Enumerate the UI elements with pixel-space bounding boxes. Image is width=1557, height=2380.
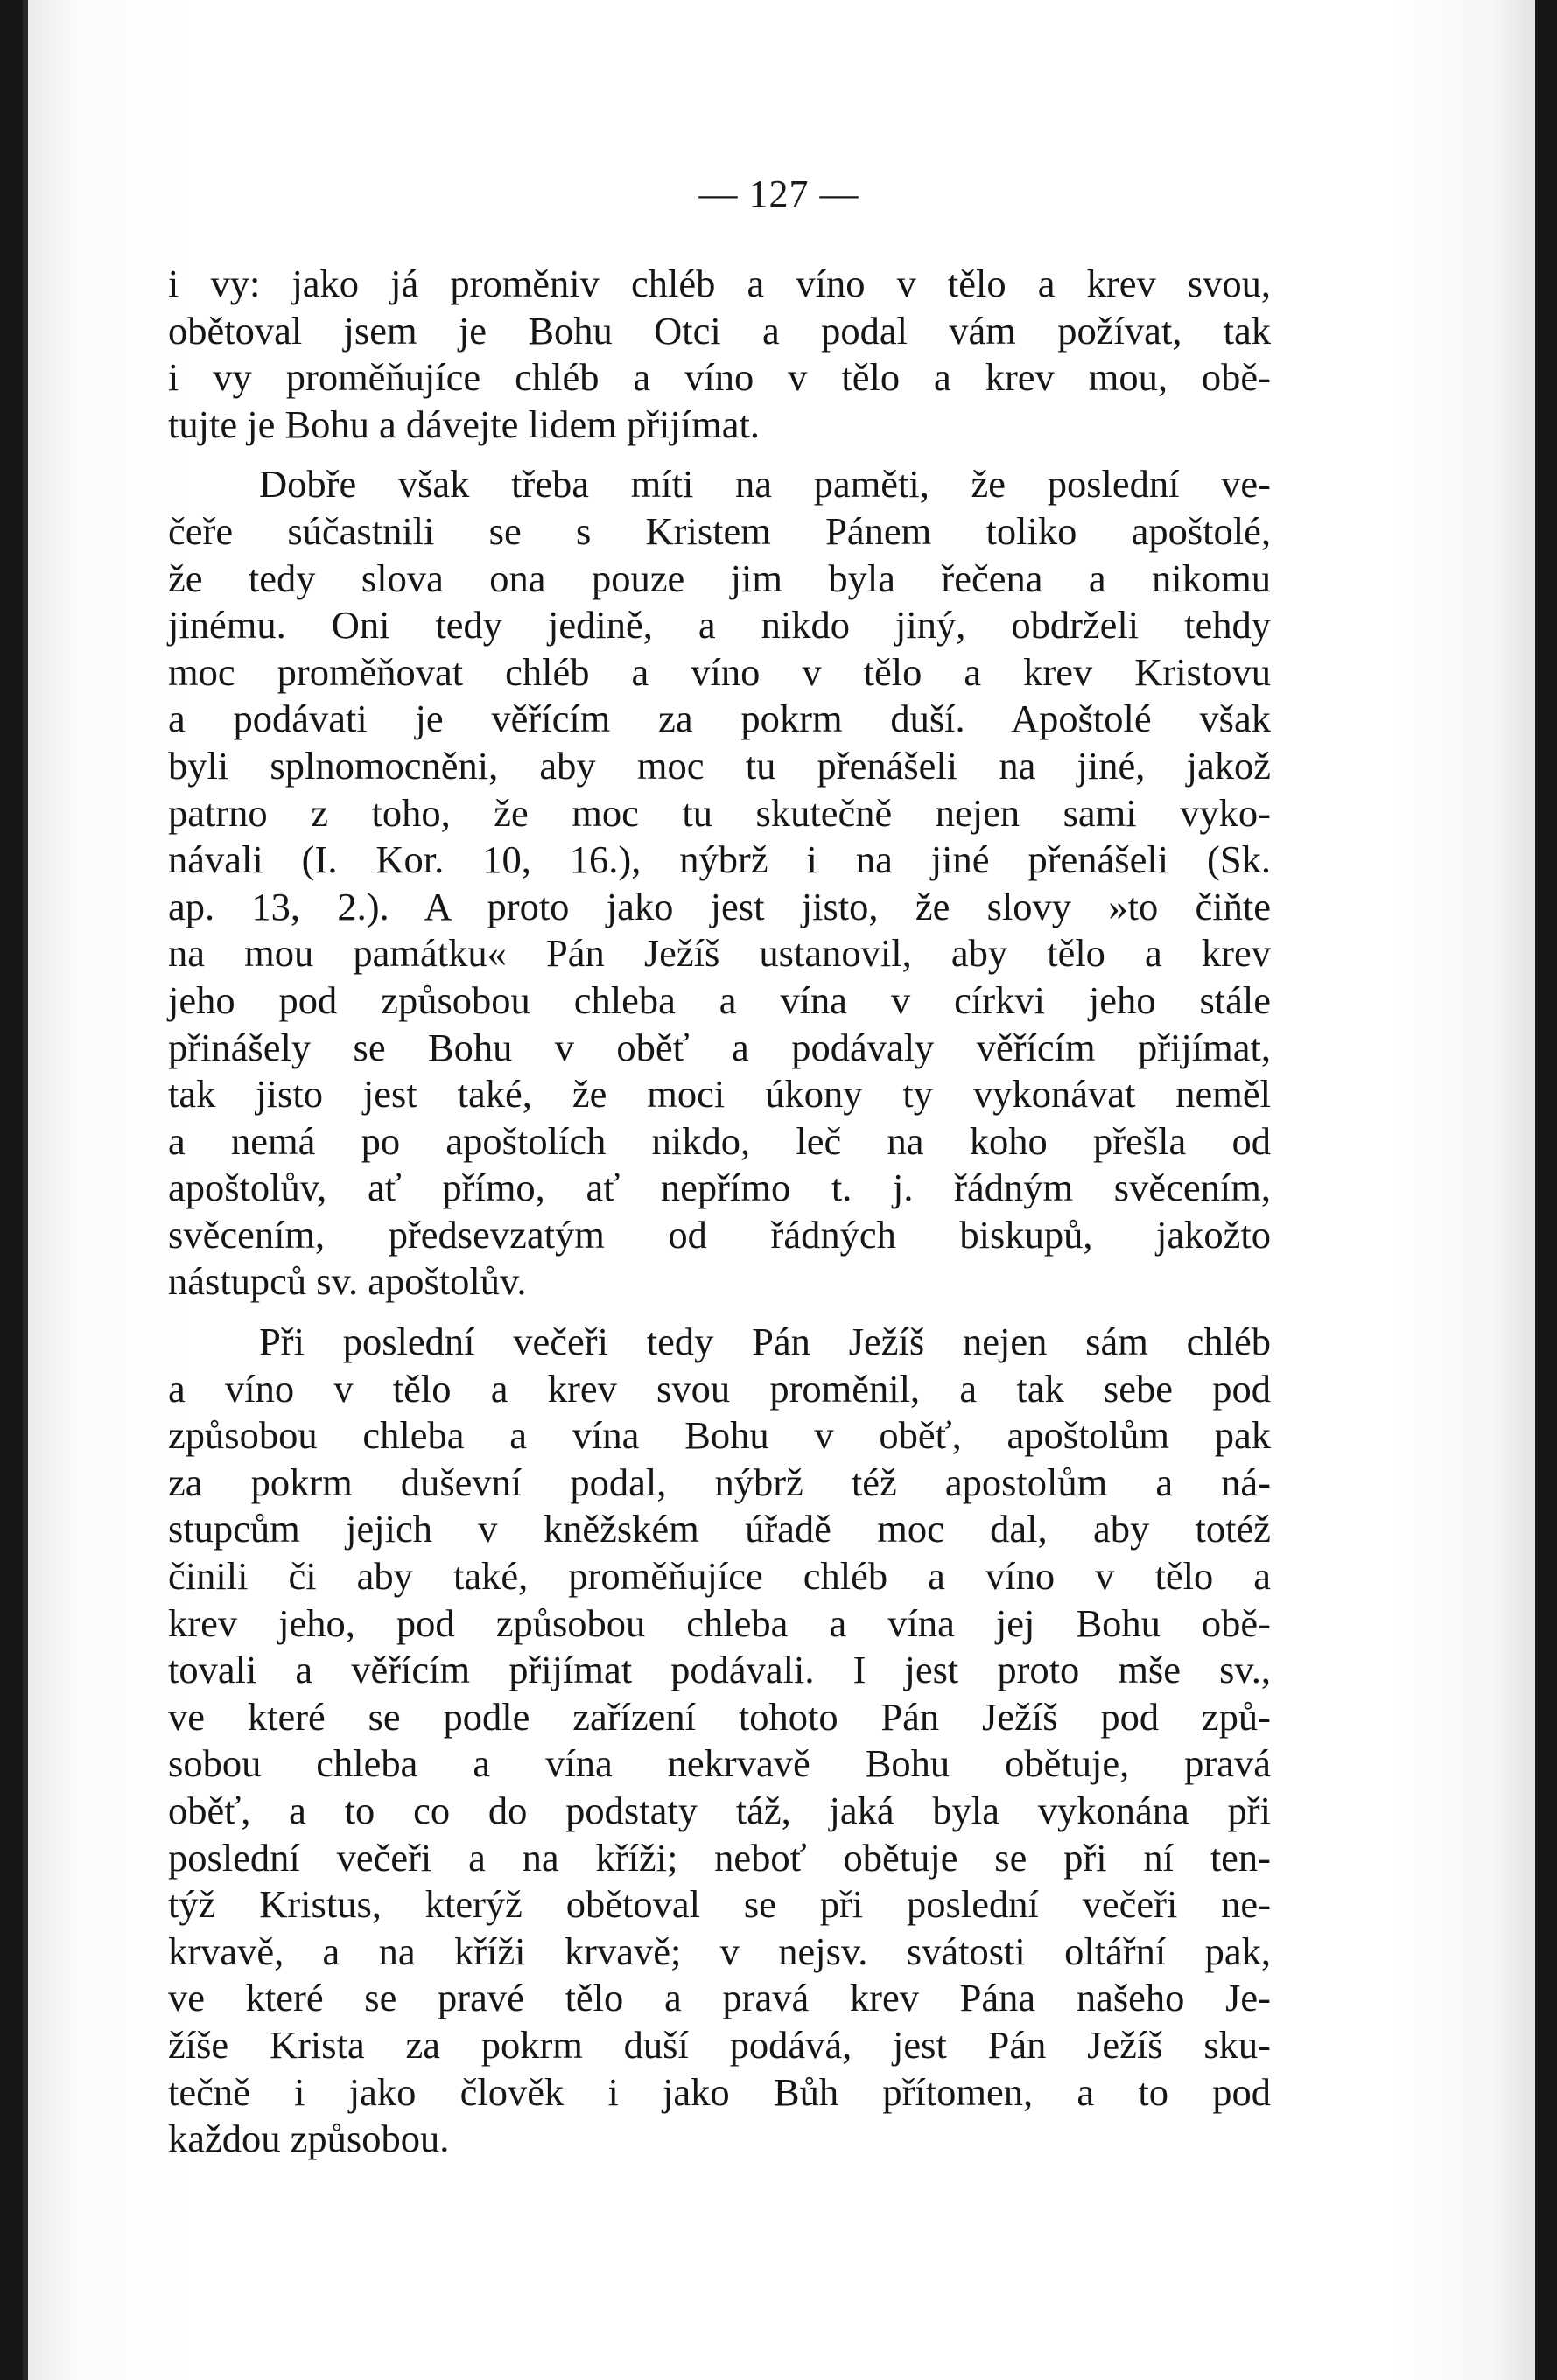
text-line: a nemá po apoštolích nikdo, leč na koho přešla od (168, 1118, 1271, 1163)
text-line: poslední večeři a na kříži; neboť obětuje se při ní ten- (168, 1835, 1271, 1880)
text-line: tujte je Bohu a dávejte lidem přijímat. (168, 402, 760, 446)
text-line: stupcům jejich v kněžském úřadě moc dal, aby totéž (168, 1507, 1271, 1551)
text-line: i vy proměňujíce chléb a víno v tělo a krev mou, obě- (168, 355, 1271, 400)
text-line: Při poslední večeři tedy Pán Ježíš nejen sám chléb (259, 1320, 1271, 1364)
text-line: i vy: jako já proměniv chléb a víno v tělo a krev svou, (168, 262, 1271, 305)
text-line: krev jeho, pod způsobou chleba a vína jej Bohu obě- (168, 1600, 1271, 1645)
paragraph-2 (168, 461, 1271, 1306)
text-line: a podávati je věřícím za pokrm duší. Apoštolé však (168, 696, 1271, 741)
text-line: způsobou chleba a vína Bohu v oběť, apoštolům pak (168, 1413, 1271, 1458)
text-line: patrno z toho, že moc tu skutečně nejen sami vyko- (168, 790, 1271, 835)
text-line: ap. 13, 2.). A proto jako jest jisto, že slovy »to čiňte (168, 884, 1271, 928)
text-line: apoštolův, ať přímo, ať nepřímo t. j. řádným svěcením, (168, 1166, 1271, 1210)
scan-edge (23, 0, 28, 2380)
text-line: žíše Krista za pokrm duší podává, jest Pán Ježíš sku- (168, 2022, 1271, 2067)
paragraph-3 (168, 1319, 1271, 2163)
text-line: návali (I. Kor. 10, 16.), nýbrž i na jiné přenášeli (Sk. (168, 837, 1271, 882)
text-line: týž Kristus, kterýž obětoval se při poslední večeři ne- (168, 1882, 1271, 1927)
text-line: za pokrm duševní podal, nýbrž též apostolům a ná- (168, 1460, 1271, 1504)
text-line: tak jisto jest také, že moci úkony ty vykonávat neměl (168, 1072, 1271, 1116)
text-line: přinášely se Bohu v oběť a podávaly věřícím přijímat, (168, 1025, 1271, 1069)
text-line: ve které se pravé tělo a pravá krev Pána našeho Je- (168, 1976, 1271, 2020)
page-number: — 127 — (698, 172, 859, 215)
text-line: tečně i jako člověk i jako Bůh přítomen, a to pod (168, 2069, 1271, 2114)
text-line: tovali a věřícím přijímat podávali. I jest proto mše sv., (168, 1648, 1271, 1692)
text-line: obětoval jsem je Bohu Otci a podal vám požívat, tak (168, 308, 1271, 353)
text-line: krvavě, a na kříži krvavě; v nejsv. svátosti oltářní pak, (168, 1928, 1271, 1973)
text-line: činili či aby také, proměňujíce chléb a víno v tělo a (168, 1554, 1271, 1599)
text-line: Dobře však třeba míti na paměti, že poslední ve- (259, 462, 1271, 507)
text-line: a víno v tělo a krev svou proměnil, a tak sebe pod (168, 1366, 1271, 1410)
text-line: byli splnomocněni, aby moc tu přenášeli na jiné, jakož (168, 743, 1271, 788)
text-line: moc proměňovat chléb a víno v tělo a krev Kristovu (168, 649, 1271, 694)
text-line: nástupců sv. apoštolův. (168, 1259, 527, 1304)
paragraph-1 (168, 261, 1271, 448)
text-line: sobou chleba a vína nekrvavě Bohu obětuje, pravá (168, 1741, 1271, 1786)
text-line: oběť, a to co do podstaty táž, jaká byla vykonána při (168, 1788, 1271, 1832)
text-line: svěcením, předsevzatým od řádných biskupů, jakožto (168, 1212, 1271, 1256)
text-line: jeho pod způsobou chleba a vína v církvi jeho stále (168, 977, 1271, 1022)
book-page (23, 0, 1535, 2380)
text-line: každou způsobou. (168, 2117, 450, 2161)
text-line: jinému. Oni tedy jedině, a nikdo jiný, obdrželi tehdy (168, 603, 1271, 648)
body-text (168, 261, 1271, 2163)
text-line: čeře súčastnili se s Kristem Pánem toliko apoštolé, (168, 508, 1271, 553)
text-line: na mou památku« Pán Ježíš ustanovil, aby tělo a krev (168, 931, 1271, 976)
text-line: že tedy slova ona pouze jim byla řečena a nikomu (168, 556, 1271, 600)
text-line: ve které se podle zařízení tohoto Pán Ježíš pod způ- (168, 1694, 1271, 1739)
